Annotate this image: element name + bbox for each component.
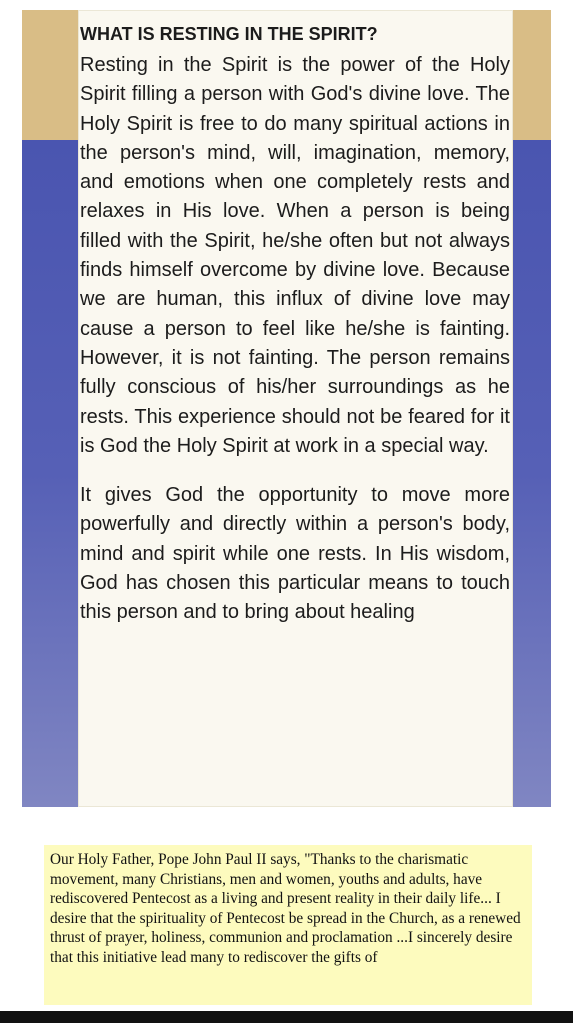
right-blue-border [513, 140, 551, 807]
article-paragraph-2: It gives God the opportunity to move more powerfully and directly within a person's body, mind and spirit while one rests. In His wisdom, God has chosen this particular means to touch this person and to bring about healing [80, 484, 510, 624]
left-tan-border [22, 10, 78, 140]
article-panel [22, 10, 551, 807]
article-paragraph-1: Resting in the Spirit is the power of the Holy Spirit filling a person with God's divine love. The Holy Spirit is free to do many spiritual actions in the person's mind, will, imagination, memory, and emotions when one completely rests and relaxes in His love. When a person is being filled with the Spirit, he/she often but not always finds himself overcome by divine love. Because we are human, this influx of divine love may cause a person to feel like he/she is fainting. However, it is not fainting. The person remains fully conscious of his/her surroundings as he rests. This experience should not be feared for it is God the Holy Spirit at work in a special way. [80, 54, 510, 457]
left-blue-border [22, 140, 78, 807]
pope-quote-box [44, 845, 532, 1005]
article-title: WHAT IS RESTING IN THE SPIRIT? [80, 24, 378, 44]
article-paper [78, 10, 513, 807]
article-body [80, 21, 510, 628]
right-tan-border [513, 10, 551, 140]
pope-quote-text: Our Holy Father, Pope John Paul II says, "Thanks to the charismatic movement, many Christians, men and women, youths and adults, have rediscovered Pentecost as a living and present reality in their daily life... I desire that the spirituality of Pentecost be spread in the Church, as a renewed thrust of prayer, holiness, communion and proclamation ...I sincerely desire that this initiative lead many to rediscover the gifts of [50, 851, 521, 966]
bottom-strip [0, 1011, 573, 1023]
